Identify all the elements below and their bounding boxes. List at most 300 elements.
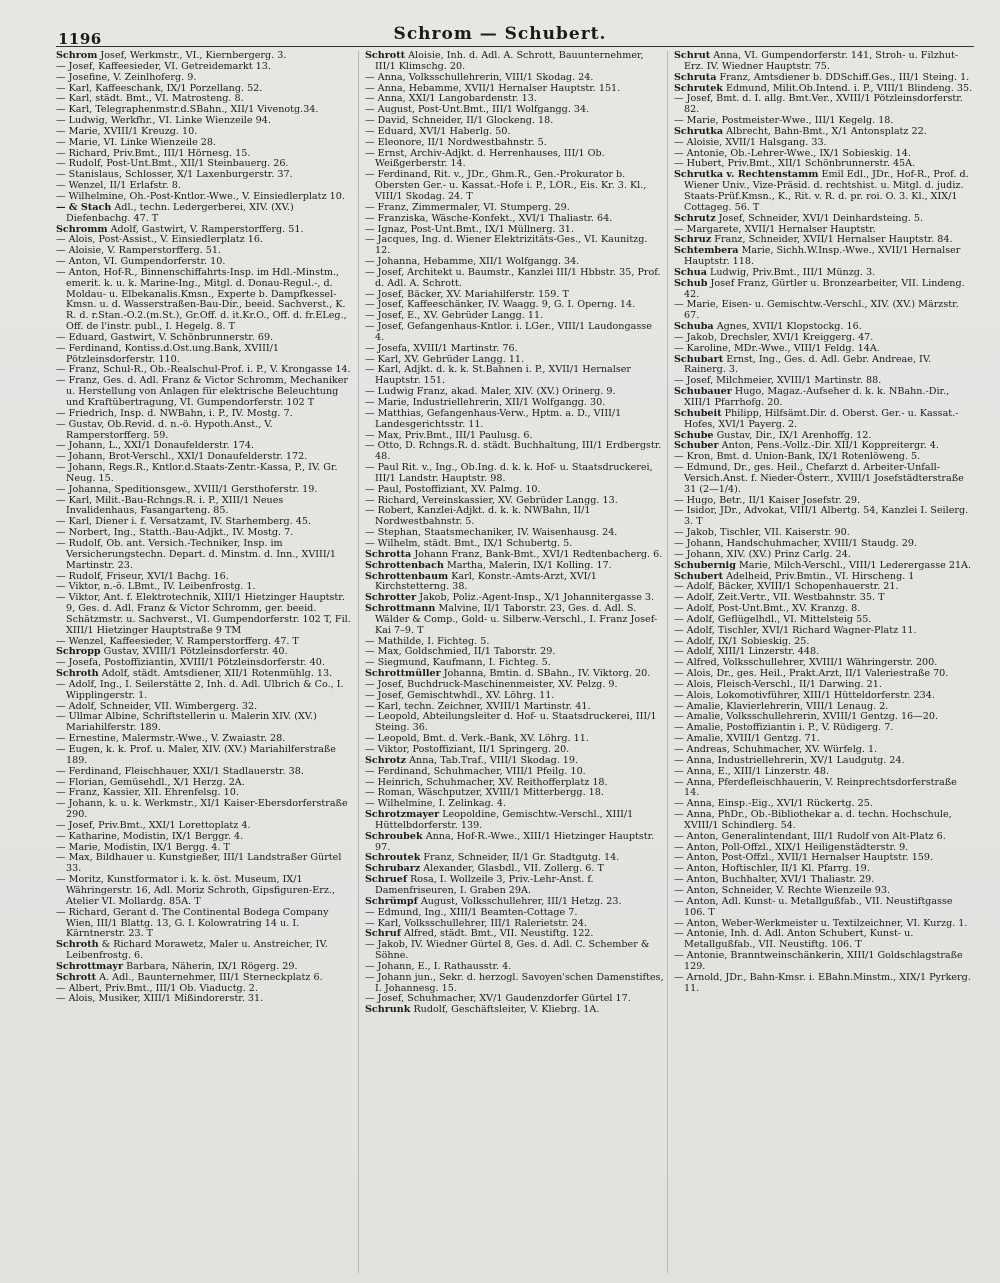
entry-details: — Josef, Bäcker, XV. Mariahilferstr. 159. T: [365, 288, 569, 300]
entry-surname: Schubart: [674, 353, 724, 365]
entry-surname: Schrutz: [674, 212, 716, 224]
entry-details: — Anton, Adl. Kunst- u. Metallgußfab., VII. Neustiftgasse 106. T: [674, 895, 953, 918]
entry-details: — Max, Goldschmied, II/1 Taborstr. 29.: [365, 646, 556, 658]
entry-details: — Anton, Hof-R., Binnenschiffahrts-Insp. im Hdl.-Minstm., emerit. k. u. k. Marine-Ing., Mitgl. d. Donau-Regul.-, d. Moldau- u. Elbekanalis.Kmsn., Experte b. Dampfkessel-Kmsn. u. d. Wasserstraßen-Bau-Dir., beeid. Sachverst., K. R. d. r.Stan.-O.2.(m.St.), Gr.Off. d. it.Kr.O., Off. d. fr.ELeg., Off. de l'instr. publ., I. Hegelg. 8. T: [56, 266, 347, 333]
entry-details: Alfred, städt. Bmt., VII. Neustiftg. 122.: [400, 928, 594, 940]
entry-details: — Anton, Poll-Offzl., XIX/1 Heiligenstädterstr. 9.: [674, 841, 909, 853]
entry-surname: Schuba: [674, 321, 714, 333]
entry-details: — Karl, Adjkt. d. k. k. St.Bahnen i. P., XVII/1 Hernalser Hauptstr. 151.: [365, 364, 632, 387]
entry-details: & Richard Morawetz, Maler u. Anstreicher, IV. Leibenfrostg. 6.: [66, 939, 328, 962]
entry-details: Rudolf, Geschäftsleiter, V. Kliebrg. 1A.: [410, 1004, 600, 1016]
entry-details: — Ernst, Archiv-Adjkt. d. Herrenhauses, III/1 Ob. Weißgerberstr. 14.: [365, 147, 605, 170]
entry-details: — Paul, Postoffiziant, XV. Palmg. 10.: [365, 483, 541, 495]
entry-surname: Schroutek: [365, 852, 421, 864]
entry-details: — Ludwig Franz, akad. Maler, XIV. (XV.) Orinerg. 9.: [365, 386, 616, 398]
entry-details: Marie, Sichh.W.Insp.-Wwe., XVII/1 Hernalser Hauptstr. 118.: [684, 245, 961, 268]
entry-details: — Anton, Generalintendant, III/1 Rudolf von Alt-Platz 6.: [674, 830, 946, 842]
directory-entry: [365, 875, 664, 897]
entry-details: — Johann, XIV. (XV.) Prinz Carlg. 24.: [674, 548, 851, 560]
entry-details: — Johann, Handschuhmacher, XVIII/1 Staudg. 29.: [674, 537, 918, 549]
column-middle: [365, 51, 668, 1273]
directory-entry: [365, 170, 664, 203]
entry-details: — Josef, Milchmeier, XVIII/1 Martinstr. 88.: [674, 375, 882, 387]
entry-details: Franz, Schneider, XVII/1 Hernalser Hauptstr. 84.: [711, 234, 953, 246]
entry-surname: Schromm: [56, 223, 108, 235]
entry-surname: Schrott: [365, 51, 406, 61]
entry-surname: Schrott: [56, 971, 97, 983]
directory-entry: [365, 712, 664, 734]
entry-details: Adolf, städt. Amtsdiener, XII/1 Rotenmühlg. 13.: [98, 668, 333, 680]
entry-details: — Jakob, Tischler, VII. Kaiserstr. 90.: [674, 527, 850, 539]
entry-details: — Andreas, Schuhmacher, XV. Würfelg. 1.: [674, 744, 878, 755]
entry-details: — Gustav, Ob.Revid. d. n.-ö. Hypoth.Anst., V. Ramperstorfferg. 59.: [56, 418, 273, 441]
entry-details: — Anna, PhDr., Ob.-Bibliothekar a. d. techn. Hochschule, XVIII/1 Schindlerg. 54.: [674, 809, 952, 831]
directory-entry: [56, 940, 355, 962]
entry-surname: Schrottenbaum: [365, 570, 449, 582]
entry-details: — Richard, Vereinskassier, XV. Gebrüder Langg. 13.: [365, 494, 618, 506]
entry-details: — Anton, Post-Offzl., XVII/1 Hernalser Hauptstr. 159.: [674, 852, 934, 864]
entry-surname: Schrottmayr: [56, 960, 124, 972]
entry-details: — Viktor, n.-ö. LBmt., IV. Leibenfrostg. 1.: [56, 581, 256, 593]
entry-details: — Norbert, Ing., Statth.-Bau-Adjkt., IV. Mostg. 7.: [56, 527, 294, 539]
directory-entry: [56, 853, 355, 875]
entry-details: — Antonie, Inh. d. Adl. Anton Schubert, Kunst- u. Metallgußfab., VII. Neustiftg. 106. T: [674, 928, 914, 951]
entry-details: Johanna, Bmtin. d. SBahn., IV. Viktorg. 20.: [440, 668, 651, 680]
entry-details: — Marie, VI. Linke Wienzeile 28.: [56, 136, 217, 148]
entry-surname: Schuber: [674, 440, 719, 452]
entry-details: — Viktor, Postoffiziant, II/1 Springerg. 20.: [365, 744, 570, 755]
entry-surname: Schruta: [674, 71, 717, 83]
entry-details: — Marie, Modistin, IX/1 Bergg. 4. T: [56, 841, 230, 853]
entry-surname: Schrottmüller: [365, 668, 441, 680]
entry-details: — Johann, L., XXI/1 Donaufelderstr. 174.: [56, 440, 254, 452]
directory-entry: [365, 268, 664, 290]
entry-details: — Rudolf, Friseur, XVI/1 Bachg. 16.: [56, 570, 229, 582]
entry-details: — Marie, Postmeister-Wwe., III/1 Kegelg. 18.: [674, 115, 894, 127]
entry-details: — Max, Priv.Bmt., III/1 Paulusg. 6.: [365, 429, 533, 441]
entry-details: — Amalie, Postoffiziantin i. P., V. Rüdigerg. 7.: [674, 722, 894, 734]
entry-details: — Margarete, XVII/1 Hernalser Hauptstr.: [674, 223, 876, 235]
directory-entry: [365, 51, 664, 73]
entry-details: — Adolf, Geflügelhdl., VI. Mittelsteig 55.: [674, 613, 872, 625]
entry-details: — Karl, städt. Bmt., VI. Matrosteng. 8.: [56, 93, 244, 105]
entry-details: Josef, Schneider, XVI/1 Deinhardsteing. 5.: [715, 212, 924, 224]
entry-details: — Anna, E., XIII/1 Linzerstr. 48.: [674, 765, 830, 777]
column-right: [674, 51, 976, 1273]
entry-details: — Richard, Gerant d. The Continental Bodega Company Wien, III/1 Blattg. 13, G. I. Kolowratring 14 u. I. Kärntnerstr. 23. T: [56, 906, 329, 940]
entry-details: — Ullmar Albine, Schriftstellerin u. Malerin XIV. (XV.) Mariahilferstr. 189.: [56, 711, 317, 734]
entry-details: — Anton, Schneider, V. Rechte Wienzeile 93.: [674, 884, 891, 896]
entry-details: — Rudolf, Ob. ant. Versich.-Techniker, Insp. im Versicherungstechn. Depart. d. Minstm. d. Inn., XVIII/1 Martinstr. 23.: [56, 537, 336, 571]
entry-details: — Wilhelm, städt. Bmt., IX/1 Schubertg. 5.: [365, 537, 573, 549]
entry-details: — Johann, k. u. k. Werkmstr., XI/1 Kaiser-Ebersdorferstraße 290.: [56, 798, 348, 821]
entry-details: — Hubert, Priv.Bmt., XII/1 Schönbrunnerstr. 45A.: [674, 158, 916, 170]
entry-details: — Kron, Bmt. d. Union-Bank, IX/1 Rotenlöweng. 5.: [674, 451, 921, 463]
entry-details: — Albert, Priv.Bmt., III/1 Ob. Viaductg. 2.: [56, 982, 258, 994]
entry-details: — Johann, E., I. Rathausstr. 4.: [365, 960, 512, 972]
entry-details: — Paul Rit. v., Ing., Ob.Ing. d. k. k. Hof- u. Staatsdruckerei, III/1 Landstr. Hauptstr. 98.: [365, 462, 653, 484]
entry-details: — Adolf, Bäcker, XVIII/1 Schopenhauerstr. 21.: [674, 581, 899, 593]
directory-entry: [365, 463, 664, 485]
entry-details: — Josef, Kaffeeschänker, IV. Waagg. 9, G. I. Operng. 14.: [365, 299, 636, 311]
directory-entry: [674, 387, 973, 409]
entry-details: — Marie, XVIII/1 Kreuzg. 10.: [56, 125, 198, 137]
entry-details: — Wilhelmine, I. Zelinkag. 4.: [365, 798, 506, 810]
entry-details: — Eugen, k. k. Prof. u. Maler, XIV. (XV.) Mariahilferstraße 189.: [56, 744, 336, 766]
entry-details: — Karl, Diener i. f. Versatzamt, IV. Starhemberg. 45.: [56, 516, 312, 528]
entry-surname: Schroth: [56, 668, 99, 680]
directory-entry: [674, 810, 973, 832]
entry-details: — Josef, Buchdruck-Maschinenmeister, XV. Pelzg. 9.: [365, 678, 618, 690]
entry-details: — Eduard, XVI/1 Haberlg. 50.: [365, 125, 511, 137]
directory-entry: [365, 940, 664, 962]
entry-details: — Adolf, IX/1 Sobieskig. 25.: [674, 635, 810, 647]
entry-details: Adl., techn. Ledergerberei, XIV. (XV.) Diefenbachg. 47. T: [66, 201, 294, 224]
entry-surname: Schrutka v. Rechtenstamm: [674, 169, 819, 181]
entry-details: — Leopold, Bmt. d. Verk.-Bank, XV. Löhrg. 11.: [365, 733, 589, 745]
directory-entry: [674, 300, 973, 322]
directory-entry: [674, 929, 973, 951]
entry-details: — Alois, Musiker, XIII/1 Mißindorerstr. 31.: [56, 993, 264, 1005]
directory-entry: [56, 539, 355, 572]
entry-details: — Josef, Schuhmacher, XV/1 Gaudenzdorfer Gürtel 17.: [365, 993, 631, 1005]
entry-details: — Edmund, Ing., XIII/1 Beamten-Cottage 7.: [365, 906, 578, 918]
entry-details: — Anton, Weber-Werkmeister u. Textilzeichner, VI. Kurzg. 1.: [674, 917, 968, 929]
directory-entry: [674, 506, 973, 528]
entry-surname: Schropp: [56, 646, 101, 658]
entry-surname: Schub: [674, 277, 708, 289]
entry-surname: Schrut: [674, 51, 711, 61]
entry-details: — Josefa, Postoffiziantin, XVIII/1 Pötzleinsdorferstr. 40.: [56, 657, 325, 669]
directory-entry: [56, 745, 355, 767]
directory-entry: [56, 875, 355, 908]
entry-details: — Otto, D. Rchngs.R. d. städt. Buchhaltung, III/1 Erdbergstr. 48.: [365, 440, 662, 463]
entry-details: — Alois, Lokomotivführer, XIII/1 Hütteldorferstr. 234.: [674, 689, 935, 701]
entry-details: — Franz, Zimmermaler, VI. Stumperg. 29.: [365, 201, 570, 213]
directory-entry: [56, 344, 355, 366]
directory-entry: [56, 463, 355, 485]
entry-surname: Schubert: [674, 570, 724, 582]
entry-details: — Franz, Ges. d. Adl. Franz & Victor Schromm, Mechaniker u. Herstellung von Anlagen für elektrische Beleuchtung und Kraftübertragung, VI. Gumpendorferstr. 102 T: [56, 375, 348, 408]
entry-details: Ludwig, Priv.Bmt., III/1 Münzg. 3.: [706, 266, 876, 278]
entry-details: Agnes, XVII/1 Klopstockg. 16.: [713, 321, 862, 333]
entry-details: — Isidor, JDr., Advokat, VIII/1 Albertg. 54, Kanzlei I. Seilerg. 3. T: [674, 505, 969, 528]
entry-surname: Schrottenbach: [365, 559, 444, 571]
entry-details: Gustav, Dir., IX/1 Arenhoffg. 12.: [713, 429, 872, 441]
directory-entry: [56, 908, 355, 941]
directory-entry: [365, 973, 664, 995]
entry-details: — Arnold, JDr., Bahn-Kmsr. i. EBahn.Minstm., XIX/1 Pyrkerg. 11.: [674, 971, 971, 994]
entry-details: — Josef, Gefangenhaus-Kntlor. i. LGer., VIII/1 Laudongasse 4.: [365, 321, 652, 343]
directory-entry: [674, 279, 973, 301]
entry-details: — Heinrich, Schuhmacher, XV. Reithofferplatz 18.: [365, 776, 608, 788]
entry-details: — Friedrich, Insp. d. NWBahn, i. P., IV. Mostg. 7.: [56, 407, 293, 419]
directory-entry: [674, 51, 973, 73]
entry-details: — Ferdinand, Rit. v., JDr., Ghm.R., Gen.-Prokurator b. Obersten Ger.- u. Kassat.-Hofe i. P., LOR., Eis. Kr. 3. Kl., VIII/1 Skodag. 24. T: [365, 169, 647, 202]
directory-entry: [365, 322, 664, 344]
entry-details: — Alois, Dr., ges. Heil., Prakt.Arzt, II/1 Valeriestraße 70.: [674, 668, 949, 680]
entry-details: — Eduard, Gastwirt, V. Schönbrunnerstr. 69.: [56, 331, 274, 343]
entry-surname: — & Stach: [56, 201, 112, 213]
entry-details: — Johann, Brot-Verschl., XXI/1 Donaufelderstr. 172.: [56, 451, 308, 463]
directory-entry: [365, 235, 664, 257]
entry-details: — Josef, Bmt. d. I. allg. Bmt.Ver., XVIII/1 Pötzleinsdorferstr. 82.: [674, 93, 963, 116]
entry-details: — Ludwig, Werkfhr., VI. Linke Wienzeile 94.: [56, 115, 271, 127]
directory-entry: [365, 409, 664, 431]
entry-details: — Johann, Regs.R., Kntlor.d.Staats-Zentr.-Kassa, P., IV. Gr. Neug. 15.: [56, 462, 338, 484]
entry-details: — Siegmund, Kaufmann, I. Fichteg. 5.: [365, 657, 551, 669]
entry-details: — Karl, Milit.-Bau-Rchngs.R. i. P., XIII/1 Neues Invalidenhaus, Fasangarteng. 85.: [56, 494, 284, 517]
directory-entry: [56, 680, 355, 702]
directory-entry: [56, 376, 355, 409]
entry-details: Albrecht, Bahn-Bmt., X/1 Antonsplatz 22.: [723, 125, 927, 137]
entry-details: Martha, Malerin, IX/1 Kolling. 17.: [443, 559, 612, 571]
entry-details: Malvine, II/1 Taborstr. 23, Ges. d. Adl. S. Wälder & Comp., Gold- u. Silberw.-Verschl., I. Franz Josef-Kai 7–9. T: [375, 603, 658, 636]
entry-details: — Karl, Volksschullehrer, III/1 Ralerietstr. 24.: [365, 917, 587, 929]
entry-surname: Schrubarz: [365, 863, 421, 875]
entry-surname: Schrutka: [674, 125, 724, 137]
entry-details: — Franz, Kassier, XII. Ehrenfelsg. 10.: [56, 787, 239, 799]
entry-details: A. Adl., Baunternehmer, III/1 Sterneckplatz 6.: [96, 971, 323, 983]
page-header: [0, 12, 1000, 48]
directory-entry: [674, 951, 973, 973]
directory-entry: [674, 170, 973, 213]
entry-details: Anna, VI. Gumpendorferstr. 141, Stroh- u. Filzhut-Erz. IV. Wiedner Hauptstr. 75.: [684, 51, 959, 72]
entry-details: — Anton, VI. Gumpendorferstr. 10.: [56, 256, 226, 268]
entry-details: — Alois, Fleisch-Verschl., II/1 Darwing. 21.: [674, 678, 882, 690]
entry-details: — Alois, Post-Assist., V. Einsiedlerplatz 16.: [56, 234, 264, 246]
entry-details: — Ferdinand, Schuhmacher, VIII/1 Pfeilg. 10.: [365, 765, 586, 777]
entry-details: Anna, Tab.Traf., VIII/1 Skodag. 19.: [406, 754, 579, 766]
entry-details: — Adolf, Zeit.Vertr., VII. Westbahnstr. 35. T: [674, 592, 885, 604]
entry-surname: Schrom: [56, 51, 98, 61]
page-number: 1196: [58, 30, 102, 48]
entry-details: — Wilhelmine, Oh.-Post-Kntlor.-Wwe., V. Einsiedlerplatz 10.: [56, 190, 345, 202]
directory-entry: [56, 496, 355, 518]
entry-details: — Antonie, Ob.-Lehrer-Wwe., IX/1 Sobieskig. 14.: [674, 147, 911, 159]
entry-details: — Josef, E., XV. Gebrüder Langg. 11.: [365, 310, 544, 322]
entry-details: — Wenzel, Kaffeesieder, V. Ramperstorfferg. 47. T: [56, 635, 299, 647]
entry-details: — Leopold, Abteilungsleiter d. Hof- u. Staatsdruckerei, III/1 Steing. 36.: [365, 711, 657, 734]
directory-entry: [674, 973, 973, 995]
entry-details: Johann Franz, Bank-Bmt., XVI/1 Redtenbacherg. 6.: [411, 548, 663, 560]
entry-details: — Franz, Schul-R., Ob.-Realschul-Prof. i. P., V. Krongasse 14.: [56, 364, 351, 376]
entry-surname: Schroubek: [365, 830, 423, 842]
entry-details: Adelheid, Priv.Bmtin., VI. Hirscheng. 1: [723, 570, 915, 582]
entry-details: — Anna, Volksschullehrerin, VIII/1 Skodag. 24.: [365, 71, 594, 83]
entry-details: — Viktor, Ant. f. Elektrotechnik, XIII/1 Hietzinger Hauptstr. 9, Ges. d. Adl. Franz & Victor Schromm, ger. beeid. Schätzmstr. u. Sachverst., VI. Gumpendorferstr. 102 T, Fil. XIII/1 Hietzinger Hauptstraße 9 TM: [56, 592, 351, 636]
directory-entry: [674, 463, 973, 496]
entry-surname: Schrottmann: [365, 603, 436, 615]
directory-entry: [56, 268, 355, 333]
entry-details: — Mathilde, I. Fichteg. 5.: [365, 635, 490, 647]
directory-entry: [56, 420, 355, 442]
entry-details: Anna, Hof-R.-Wwe., XIII/1 Hietzinger Hauptstr. 97.: [375, 830, 655, 853]
entry-details: — Anna, XXI/1 Langobardenstr. 13.: [365, 93, 537, 105]
entry-details: — Franziska, Wäsche-Konfekt., XVI/1 Thaliastr. 64.: [365, 212, 613, 224]
entry-details: — Aloisie, XVII/1 Halsgang. 33.: [674, 136, 827, 148]
entry-details: — Jacques, Ing. d. Wiener Elektrizitäts-Ges., VI. Kaunitzg. 12.: [365, 234, 648, 257]
entry-details: — Josefine, V. Zeinlhoferg. 9.: [56, 71, 197, 83]
entry-details: — Max, Bildhauer u. Kunstgießer, III/1 Landstraßer Gürtel 33.: [56, 852, 342, 875]
entry-details: — Amalie, Volksschullehrerin, XVIII/1 Gentzg. 16—20.: [674, 711, 939, 723]
directory-entry: [365, 810, 664, 832]
entry-surname: Schrutek: [674, 82, 723, 94]
entry-surname: Schubernig: [674, 559, 736, 571]
entry-details: — Roman, Wäschputzer, XVIII/1 Mitterbergg. 18.: [365, 787, 604, 799]
entry-details: — Josef, Priv.Bmt., XXI/1 Lorettoplatz 4.: [56, 819, 251, 831]
directory-entry: [365, 365, 664, 387]
entry-details: — Edmund, Dr., ges. Heil., Chefarzt d. Arbeiter-Unfall-Versich.Anst. f. Nieder-Österr., XVIII/1 Josefstädterstraße 31 (2—1/4).: [674, 462, 964, 495]
entry-details: — Johann jun., Sekr. d. herzogl. Savoyen'schen Damenstiftes, I. Johannesg. 15.: [365, 971, 664, 994]
entry-details: August, Volksschullehrer, III/1 Hetzg. 23.: [417, 895, 622, 907]
entry-details: — Anton, Buchhalter, XVI/1 Thaliastr. 29.: [674, 874, 875, 886]
entry-details: — Karl, XV. Gebrüder Langg. 11.: [365, 353, 525, 365]
entry-details: — Katharine, Modistin, IX/1 Berggr. 4.: [56, 830, 244, 842]
entry-surname: Schua: [674, 266, 707, 278]
entry-details: — August, Post-Unt.Bmt., III/1 Wolfgangg. 34.: [365, 104, 590, 116]
directory-entry: [365, 572, 664, 594]
entry-details: — Johanna, Hebamme, XII/1 Wolfgangg. 34.: [365, 256, 580, 268]
entry-details: — Josef, Kaffeesieder, VI. Getreidemarkt 13.: [56, 60, 271, 72]
running-head: Schrom — Schubert.: [393, 24, 607, 44]
entry-details: Anton, Pens.-Vollz.-Dir. XII/1 Koppreitergr. 4.: [718, 440, 939, 452]
entry-details: — Anna, Industriellehrerin, XV/1 Laudgutg. 24.: [674, 754, 905, 766]
entry-surname: Schroth: [56, 939, 99, 951]
entry-details: — Ernestine, Malermstr.-Wwe., V. Zwaiastr. 28.: [56, 733, 286, 745]
entry-details: — Johanna, Speditionsgew., XVIII/1 Gersthoferstr. 19.: [56, 483, 318, 495]
entry-surname: Schrotz: [365, 754, 407, 766]
entry-details: — Karl, techn. Zeichner, XVIII/1 Martinstr. 41.: [365, 700, 591, 712]
entry-details: — Hugo, Betr., II/1 Kaiser Josefstr. 29.: [674, 494, 861, 506]
entry-details: Josef, Werkmstr., VI., Kiernbergerg. 3.: [97, 51, 287, 61]
entry-details: — Stanislaus, Schlosser, X/1 Laxenburgerstr. 37.: [56, 169, 293, 181]
entry-details: — Marie, Eisen- u. Gemischtw.-Verschl., XIV. (XV.) Märzstr. 67.: [674, 299, 959, 322]
directory-columns: [56, 51, 976, 1273]
entry-surname: Schtembera: [674, 245, 739, 257]
entry-details: — Wenzel, II/1 Erlafstr. 8.: [56, 180, 181, 192]
directory-entry: [365, 506, 664, 528]
entry-details: Barbara, Näherin, IX/1 Rögerg. 29.: [123, 960, 298, 972]
entry-details: — Marie, Industriellehrerin, XII/1 Wolfgangg. 30.: [365, 397, 606, 408]
directory-entry: [56, 203, 355, 225]
entry-details: Gustav, XVIII/1 Pötzleinsdorferstr. 40.: [100, 646, 288, 658]
entry-details: Leopoldine, Gemischtw.-Verschl., XIII/1 Hüttelbdorferstr. 139.: [375, 809, 634, 831]
entry-details: Ernst, Ing., Ges. d. Adl. Gebr. Andreae, IV. Rainerg. 3.: [684, 353, 932, 376]
directory-entry: [674, 778, 973, 800]
directory-entry: [674, 897, 973, 919]
entry-details: Franz, Amtsdiener b. DDSchiff.Ges., III/1 Steing. 1.: [716, 71, 970, 83]
entry-details: Rosa, I. Wollzeile 3, Priv.-Lehr-Anst. f. Damenfriseuren, I. Graben 29A.: [375, 874, 594, 896]
directory-entry: [56, 712, 355, 734]
entry-details: — Alfred, Volksschullehrer, XVIII/1 Währingerstr. 200.: [674, 657, 938, 669]
entry-details: — Anna, Einsp.-Eig., XVI/1 Rückertg. 25.: [674, 798, 873, 810]
entry-details: — Josefa, XVIII/1 Martinstr. 76.: [365, 342, 518, 354]
entry-details: — Matthias, Gefangenhaus-Verw., Hptm. a. D., VIII/1 Landesgerichtsstr. 11.: [365, 407, 622, 430]
entry-details: — Anton, Hoftischler, II/1 Kl. Pfarrg. 19.: [674, 863, 870, 875]
entry-details: — Robert, Kanzlei-Adjkt. d. k. k. NWBahn, II/1 Nordwestbahnstr. 5.: [365, 505, 591, 528]
entry-details: — Adolf, Post-Unt.Bmt., XV. Kranzg. 8.: [674, 603, 861, 615]
directory-entry: [365, 149, 664, 171]
entry-surname: Schrotzmayer: [365, 809, 440, 821]
directory-entry: [365, 604, 664, 637]
entry-details: — Stephan, Staatsmechaniker, IV. Waisenhausg. 24.: [365, 527, 618, 539]
directory-entry: [56, 799, 355, 821]
entry-details: Edmund, Milit.Ob.Intend. i. P., VIII/1 Blindeng. 35.: [722, 82, 973, 94]
column-left: [56, 51, 359, 1273]
header-rule: [56, 46, 974, 47]
entry-details: Aloisie, Inh. d. Adl. A. Schrott, Bauunternehmer, III/1 Klimschg. 20.: [375, 51, 644, 72]
directory-entry: [674, 94, 973, 116]
directory-entry: [365, 1005, 664, 1016]
directory-entry: [674, 409, 973, 431]
entry-surname: Schruz: [674, 234, 712, 246]
entry-surname: Schubeit: [674, 407, 722, 419]
entry-details: — Moritz, Kunstformator i. k. k. öst. Museum, IX/1 Währingerstr. 16, Adl. Moriz Schroth, Gipsfiguren-Erz., Atelier VI. Mollardg. 85A. T: [56, 874, 336, 907]
entry-details: — Jakob, IV. Wiedner Gürtel 8, Ges. d. Adl. C. Schember & Söhne.: [365, 939, 650, 962]
directory-entry: [56, 593, 355, 636]
entry-surname: Schube: [674, 429, 714, 441]
entry-details: — Ferdinand, Fleischhauer, XXI/1 Stadlauerstr. 38.: [56, 765, 304, 777]
entry-details: — Karl, Kaffeeschank, IX/1 Porzellang. 52.: [56, 82, 263, 94]
entry-details: Emil Edl., JDr., Hof-R., Prof. d. Wiener Univ., Vize-Präsid. d. rechtshist. u. Mitgl. d. judiz. Staats-Prüf.Kmsn., K., Rit. v. R. d. pr. roi. O. 3. Kl., XIX/1 Cottageg. 56. T: [684, 169, 969, 213]
entry-details: — Antonie, Branntweinschänkerin, XIII/1 Goldschlagstraße 129.: [674, 950, 963, 972]
entry-surname: Schruef: [365, 874, 408, 886]
entry-details: — Josef, Architekt u. Baumstr., Kanzlei III/1 Hbbstr. 35, Prof. d. Adl. A. Schrott.: [365, 266, 661, 289]
entry-details: — Adolf, Ing., I. Seilerstätte 2, Inh. d. Adl. Ulbrich & Co., I. Wipplingerstr. 1.: [56, 678, 344, 701]
entry-details: — Adolf, Schneider, VII. Wimbergerg. 32.: [56, 700, 258, 712]
directory-entry: [365, 832, 664, 854]
entry-surname: Schrotter: [365, 592, 417, 604]
entry-details: — Amalie, XVIII/1 Gentzg. 71.: [674, 733, 820, 745]
entry-surname: Schrotta: [365, 548, 412, 560]
entry-details: — Adolf, XIII/1 Linzerstr. 448.: [674, 646, 820, 658]
entry-details: Franz, Schneider, II/1 Gr. Stadtgutg. 14.: [420, 852, 620, 864]
entry-details: — Ignaz, Post-Unt.Bmt., IX/1 Müllnerg. 31.: [365, 223, 574, 235]
entry-surname: Schruf: [365, 928, 401, 940]
entry-details: Alexander, Glasbdl., VII. Zollerg. 6. T: [420, 863, 604, 875]
entry-details: — David, Schneider, II/1 Glockeng. 18.: [365, 115, 554, 127]
entry-details: — Karl, Telegraphenmstr.d.SBahn., XII/1 Vivenotg.34.: [56, 104, 319, 116]
entry-details: — Adolf, Tischler, XVI/1 Richard Wagner-Platz 11.: [674, 624, 917, 636]
entry-surname: Schrunk: [365, 1004, 411, 1016]
entry-details: Adolf, Gastwirt, V. Ramperstorfferg. 51.: [107, 223, 304, 235]
directory-entry: [365, 441, 664, 463]
entry-details: — Ferdinand, Kontiss.d.Ost.ung.Bank, XVIII/1 Pötzleinsdorferstr. 110.: [56, 342, 280, 365]
entry-details: — Amalie, Klavierlehrerin, VIII/1 Lenaug. 2.: [674, 700, 889, 712]
entry-details: — Florian, Gemüsehdl., X/1 Herzg. 2A.: [56, 776, 245, 788]
entry-details: Jakob, Poliz.-Agent-Insp., X/1 Johannitergasse 3.: [416, 592, 655, 604]
entry-surname: Schrümpf: [365, 895, 418, 907]
entry-details: — Josef, Gemischtwhdl., XV. Löhrg. 11.: [365, 689, 555, 701]
directory-entry: [56, 994, 355, 1005]
entry-details: — Anna, Hebamme, XVII/1 Hernalser Hauptstr. 151.: [365, 82, 621, 94]
entry-details: Philipp, Hilfsämt.Dir. d. Oberst. Ger.- u. Kassat.-Hofes, XVI/1 Payerg. 2.: [684, 407, 959, 430]
entry-details: Hugo, Magaz.-Aufseher d. k. k. NBahn.-Dir., XIII/1 Pfarrhofg. 20.: [684, 386, 950, 408]
entry-surname: Schubauer: [674, 386, 732, 398]
entry-details: Josef Franz, Gürtler u. Bronzearbeiter, VII. Lindeng. 42.: [684, 277, 965, 300]
entry-details: Karl, Konstr.-Amts-Arzt, XVI/1 Kirchstetterng. 38.: [375, 570, 597, 593]
entry-details: — Jakob, Drechsler, XVI/1 Kreiggerg. 47.: [674, 331, 874, 343]
entry-details: — Rudolf, Post-Unt.Bmt., XII/1 Steinbauerg. 26.: [56, 158, 289, 170]
entry-details: Marie, Milch-Verschl., VIII/1 Lederergasse 21A.: [735, 559, 972, 571]
entry-details: — Aloisie, V. Ramperstorfferg. 51.: [56, 245, 221, 257]
entry-details: — Richard, Priv.Bmt., III/1 Hörnesg. 15.: [56, 147, 251, 159]
directory-entry: [674, 246, 973, 268]
directory-entry: [674, 355, 973, 377]
entry-details: — Karoline, MDr.-Wwe., VIII/1 Feldg. 14A.: [674, 342, 880, 354]
entry-details: — Anna, Pferdefleischhauerin, V. Reinprechtsdorferstraße 14.: [674, 776, 957, 799]
